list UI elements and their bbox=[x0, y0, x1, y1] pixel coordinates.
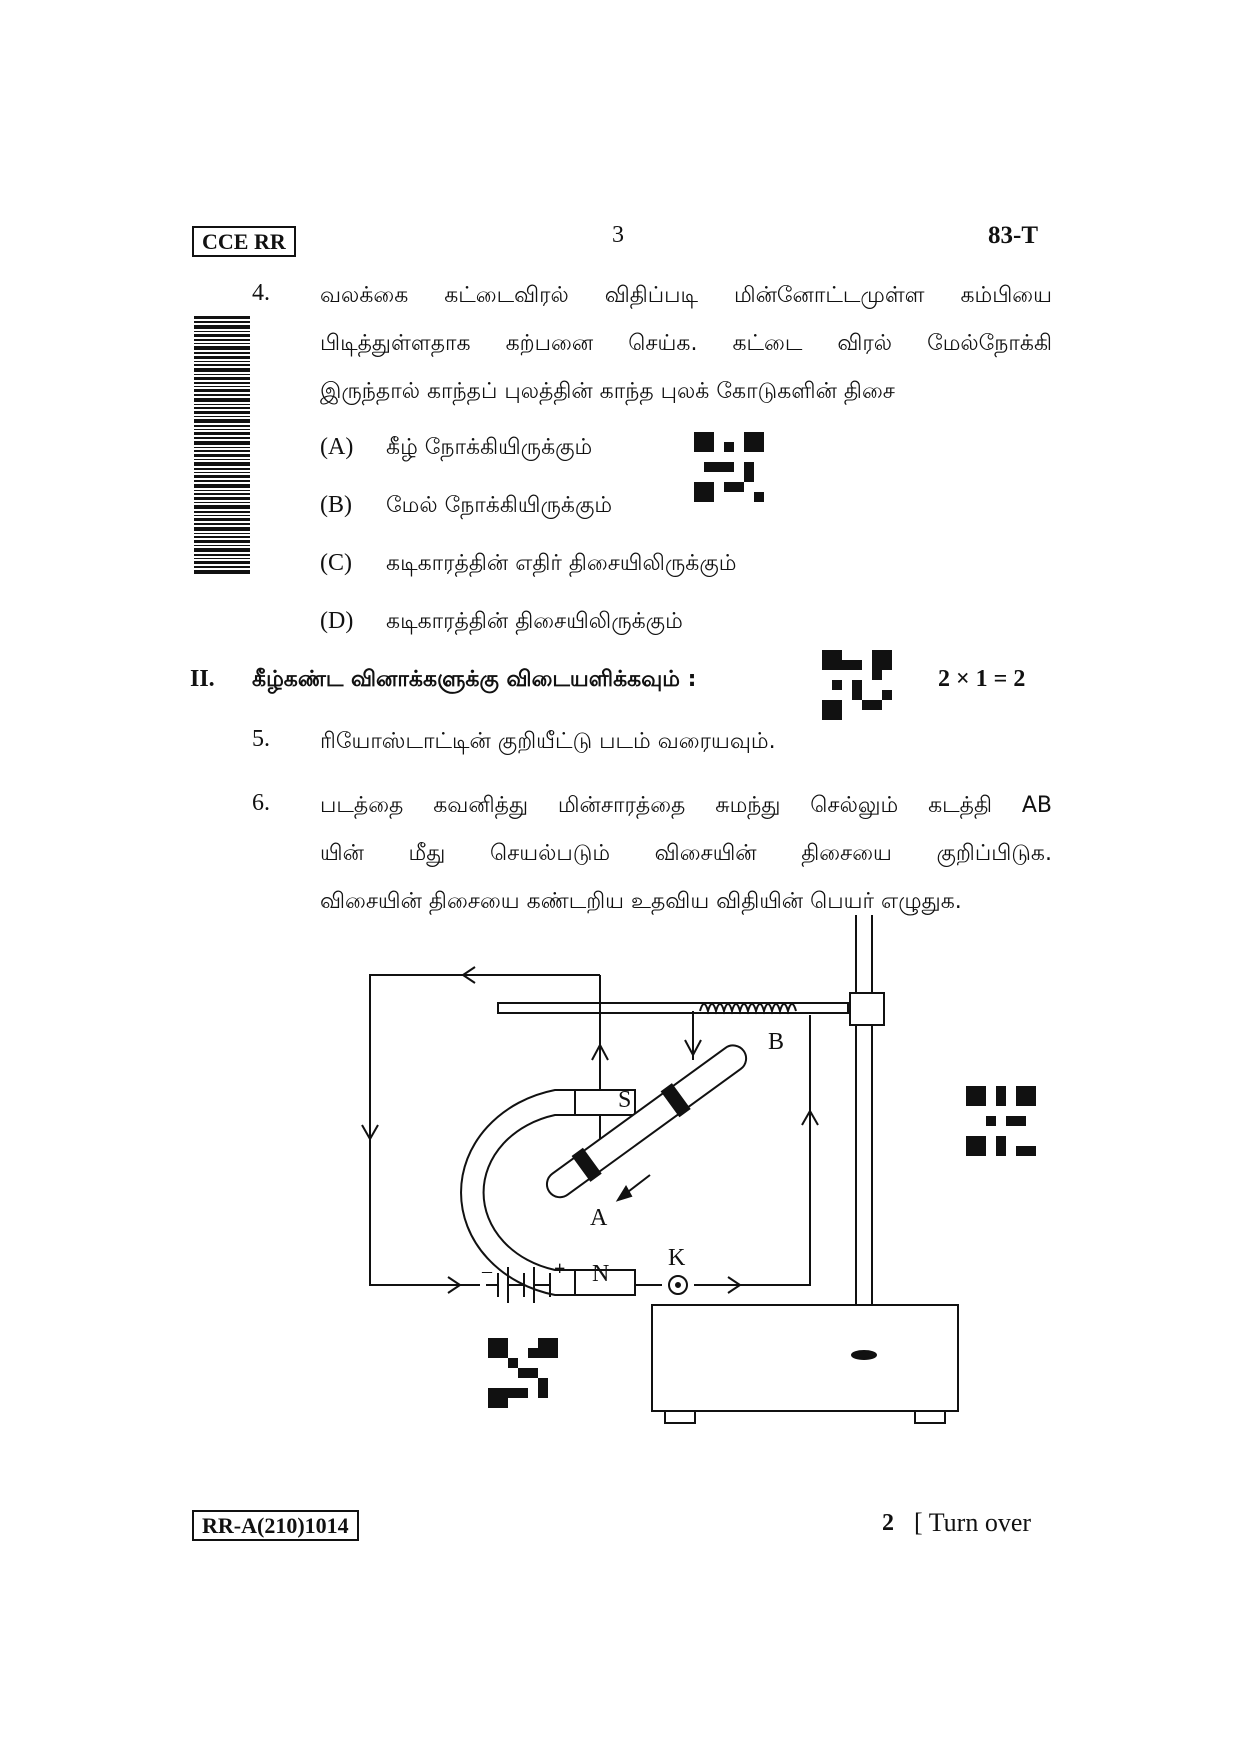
force-arrow-head bbox=[618, 1187, 631, 1200]
option-c-letter: (C) bbox=[320, 550, 352, 576]
question-6-number: 6. bbox=[252, 790, 270, 816]
wire-coil bbox=[700, 1004, 796, 1011]
stand-pole bbox=[856, 915, 872, 1359]
question-4-line-1: வலக்கை கட்டைவிரல் விதிப்படி மின்னோட்டமுள்ள கம்பியை bbox=[320, 283, 1052, 308]
question-4-line-3: இருந்தால் காந்தப் புலத்தின் காந்த புலக் கோடுகளின் திசை bbox=[320, 379, 895, 404]
label-s: S bbox=[618, 1087, 632, 1113]
label-k: K bbox=[668, 1245, 686, 1271]
option-d-letter: (D) bbox=[320, 608, 354, 634]
option-b-text: மேல் நோக்கியிருக்கும் bbox=[386, 493, 613, 518]
option-a-letter: (A) bbox=[320, 434, 354, 460]
circuit-wire-right bbox=[694, 1015, 810, 1285]
qr-code-3 bbox=[966, 1086, 1036, 1156]
label-b: B bbox=[768, 1029, 785, 1055]
question-4-number: 4. bbox=[252, 280, 270, 306]
barcode-image bbox=[194, 316, 250, 574]
option-d-text: கடிகாரத்தின் திசையிலிருக்கும் bbox=[386, 609, 683, 634]
question-5-text: ரியோஸ்டாட்டின் குறியீட்டு படம் வரையவும். bbox=[320, 729, 776, 754]
section-2-numeral: II. bbox=[190, 666, 215, 692]
question-6-line-3: விசையின் திசையை கண்டறிய உதவிய விதியின் பெயர் எழுதுக. bbox=[320, 889, 962, 914]
question-6-line-1: படத்தை கவனித்து மின்சாரத்தை சுமந்து செல்லும் கடத்தி AB bbox=[320, 793, 1052, 818]
stand-clamp bbox=[850, 993, 884, 1025]
page-number: 3 bbox=[612, 222, 624, 248]
stand-foot-left bbox=[665, 1411, 695, 1423]
label-a: A bbox=[590, 1205, 608, 1231]
footer-page-number: 2 bbox=[882, 1510, 894, 1536]
battery-minus-label: – bbox=[482, 1260, 492, 1282]
stand-base-top bbox=[652, 1305, 958, 1411]
figure-conductor-magnet bbox=[350, 915, 970, 1435]
header-code-box: CCE RR bbox=[192, 226, 296, 257]
option-a-text: கீழ் நோக்கியிருக்கும் bbox=[386, 435, 593, 460]
option-b-letter: (B) bbox=[320, 492, 352, 518]
question-5-number: 5. bbox=[252, 726, 270, 752]
stand-foot-right bbox=[915, 1411, 945, 1423]
paper-code: 83-T bbox=[988, 222, 1038, 249]
label-n: N bbox=[592, 1261, 610, 1287]
footer-code-box: RR-A(210)1014 bbox=[192, 1510, 359, 1541]
qr-code-1 bbox=[694, 432, 764, 502]
qr-code-2 bbox=[822, 650, 892, 720]
section-2-marks: 2 × 1 = 2 bbox=[938, 666, 1026, 692]
question-6-line-2: யின் மீது செயல்படும் விசையின் திசையை குறிப்பிடுக. bbox=[320, 841, 1052, 866]
question-4-line-2: பிடித்துள்ளதாக கற்பனை செய்க. கட்டை விரல் மேல்நோக்கி bbox=[320, 331, 1052, 356]
battery-plus-label: + bbox=[554, 1258, 566, 1280]
turn-over-label: [ Turn over bbox=[914, 1508, 1032, 1537]
option-c-text: கடிகாரத்தின் எதிர் திசையிலிருக்கும் bbox=[386, 551, 737, 576]
section-2-instruction: கீழ்கண்ட வினாக்களுக்கு விடையளிக்கவும் : bbox=[252, 667, 697, 692]
stand-pole-base bbox=[852, 1351, 876, 1359]
conductor-ab bbox=[541, 1039, 753, 1204]
